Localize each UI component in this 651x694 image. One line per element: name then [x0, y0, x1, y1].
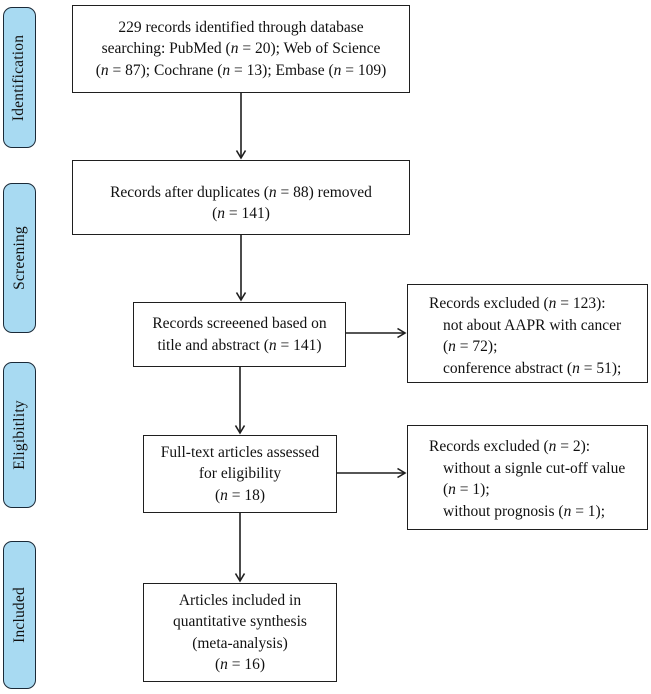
node-records-identified-text: 229 records identified through database searching: PubMed (n = 20); Web of Science (n = 87); Cochrane (n = 13); Embase (n = 109) [95, 18, 387, 79]
stage-label-identification [3, 7, 36, 148]
node-records-identified [72, 5, 410, 93]
node-records-excluded-fulltext-items: without a signle cut-off value (n = 1); without prognosis (n = 1); [443, 459, 626, 520]
node-articles-included [143, 583, 337, 682]
arrow-fulltext-to-excluded-icon [337, 469, 405, 478]
node-records-excluded-screening-items: not about AAPR with cancer (n = 72); conference abstract (n = 51); [443, 316, 622, 377]
node-fulltext-assessed-text: Full-text articles assessed for eligibility (n = 18) [160, 443, 320, 504]
arrow-identified-to-deduplicated-icon [237, 93, 246, 158]
stage-label-screening [3, 183, 36, 333]
stage-label-eligibility-text: Eligibitlity [10, 400, 28, 470]
stage-label-eligibility [3, 362, 36, 508]
stage-label-screening-text: Screening [10, 226, 28, 290]
node-records-excluded-screening [407, 284, 648, 383]
node-records-screened [133, 302, 346, 367]
node-records-after-duplicates [72, 160, 410, 235]
arrow-fulltext-to-included-icon [236, 513, 245, 581]
stage-label-included [3, 541, 36, 689]
node-fulltext-assessed [143, 435, 337, 513]
arrow-screened-to-fulltext-icon [236, 367, 245, 433]
stage-label-included-text: Included [10, 587, 28, 643]
stage-label-identification-text: Identification [10, 34, 28, 121]
arrow-deduplicated-to-screened-icon [237, 235, 246, 300]
node-records-excluded-screening-title: Records excluded (n = 123): [429, 295, 606, 312]
node-records-screened-text: Records screeened based on title and abstract (n = 141) [152, 315, 327, 354]
node-records-after-duplicates-text: Records after duplicates (n = 88) removed (n = 141) [110, 183, 372, 222]
arrow-screened-to-excluded-icon [346, 329, 405, 338]
node-records-excluded-fulltext [407, 425, 648, 530]
node-records-excluded-fulltext-title: Records excluded (n = 2): [429, 438, 591, 455]
node-articles-included-text: Articles included in quantitative synthesis (meta-analysis) (n = 16) [173, 591, 307, 673]
